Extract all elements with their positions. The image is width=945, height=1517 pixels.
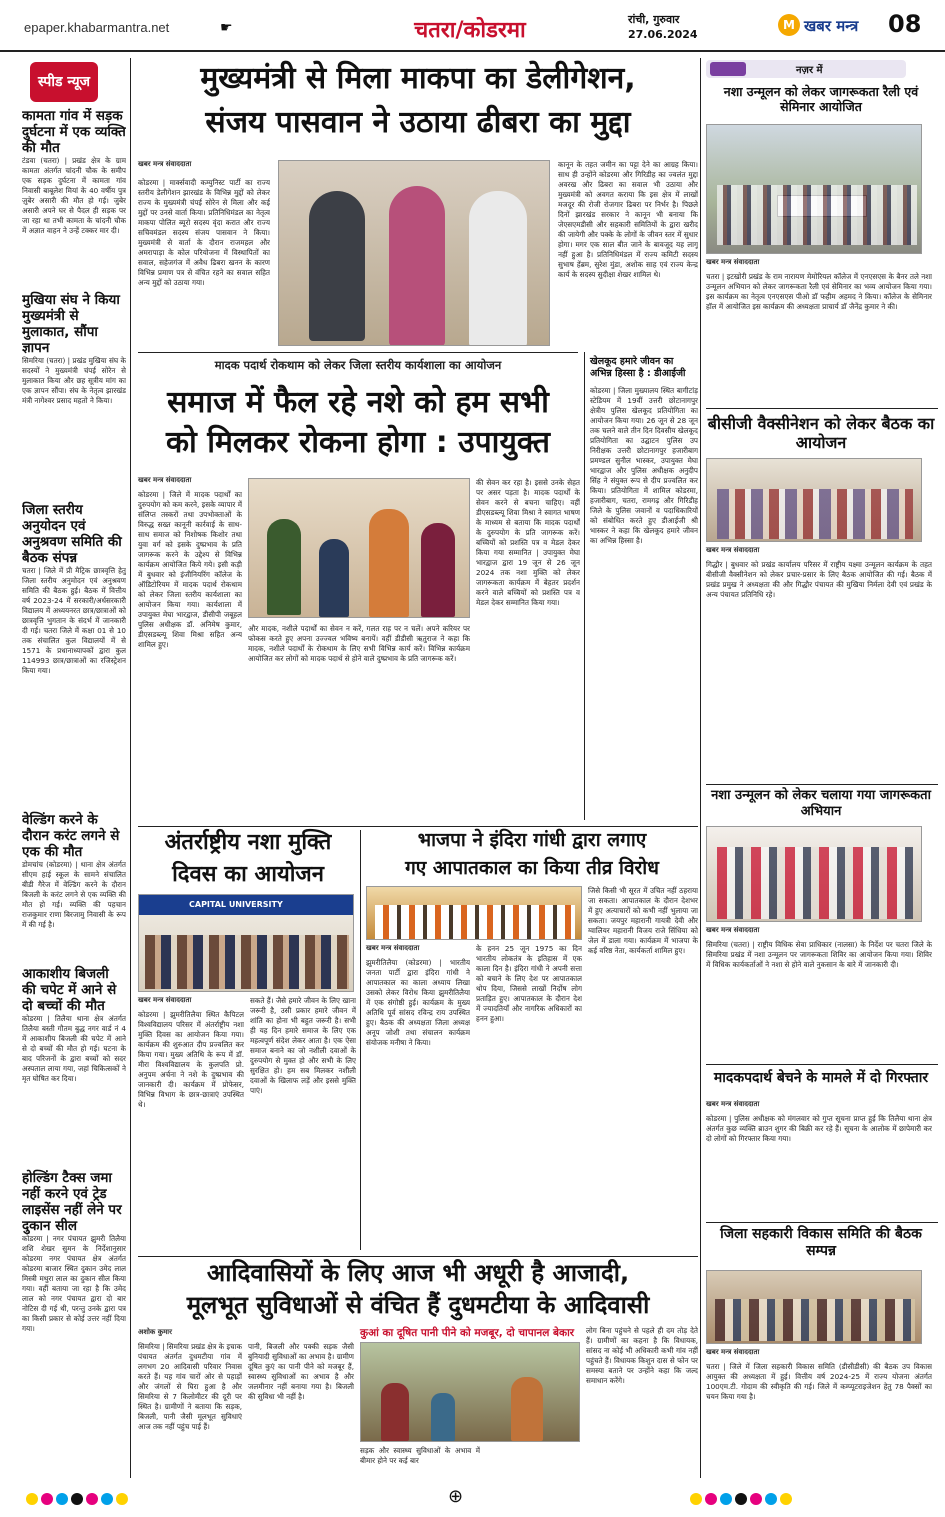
page-number: 08 bbox=[888, 10, 922, 38]
tribal-text-c: लोग बिना पहुंचने से पहले ही दम तोड़ देते हैं। ग्रामीणों का कहना है कि विधायक, सांसद ना कोई भी अधिकारी कभी गांव नहीं पहुंचते हैं। विधायक किशुन दास से फोन पर समस्या बताने पर उन्होंने कहा कि जल्द समाधान करेंगे। bbox=[586, 1326, 698, 1385]
registration-dots-left bbox=[26, 1490, 131, 1509]
workshop-headline-1: समाज में फैल रहे नशे को हम सभी bbox=[167, 385, 549, 420]
sports-text: कोडरमा | जिला मुख्यालय स्थित बागीटांड़ स्टेडियम में 19वीं उत्तरी छोटानागपुर क्षेत्रीय पुलिस खेलकूद प्रतियोगिता का आयोजन किया गया। 26 जून से 28 जून तक चलने वाले तीन दिन दिवसीय खेलकूद प्रतियोगिता का उद्घाटन पुलिस उप निरीक्षक उत्तरी छोटानागपुर हजारीबाग प्रमण्डल सुनील भास्कर, उपायुक्त मेघा भारद्वाज और पुलिस अधीक्षक अनुदीप सिंह ने संयुक्त रूप से दीप प्रज्वलित कर किया। प्रतियोगिता में शामिल कोडरमा, हजारीबाग, चतरा, रामगढ़ और गिरिडीह जिले के पुलिस जवानों व पदाधिकारियों को संबोधित करते हुए डीआईजी श्री भास्कर ने कहा कि खेलकूद हमारे जीवन का अभिन्न हिस्सा है। bbox=[590, 386, 698, 545]
lead-headline-1: मुख्यमंत्री से मिला माकपा का डेलीगेशन, bbox=[200, 61, 636, 96]
page-header bbox=[0, 0, 945, 52]
speed-news-logo: स्पीड न्यूज bbox=[30, 62, 98, 102]
left-item-text: सिमरिया (चतरा) | प्रखंड मुखिया संघ के सदस्यों ने मुख्यमंत्री चंपई सोरेन से मुलाकात किया और छह सूत्रीय मांग का एक ज्ञापन सौंपा। संघ के नेतृत्व झारखंड मंत्री नागेश्वर प्रसाद महतो ने किया। bbox=[22, 356, 126, 405]
bcg-headline: बीसीजी वैक्सीनेशन को लेकर बैठक का आयोजन bbox=[707, 414, 935, 452]
left-item-text: चतरा | जिले में प्री मैट्रिक छात्रवृत्ति हेतु जिला स्तरीय अनुमोदन एवं अनुश्रवण समिति की बैठक हुई। बैठक में वित्तीय वर्ष 2023-24 में सरकारी/अर्धसरकारी विद्यालय में अध्ययनरत छात्र/छात्राओं को छात्रवृत्ति भुगतान के संदर्भ में जानकारी दी गई। चतरा जिले में कक्षा 01 से 10 तक संचालित कुल विद्यालयों में से 1571 के प्रधानाध्यापकों द्वारा कुल 114993 छात्र/छात्राओं का रजिस्ट्रेशन किया गया। bbox=[22, 566, 126, 675]
nasha-day-byline: खबर मन्त्र संवाददाता bbox=[138, 996, 192, 1004]
city-day: रांची, गुरुवार bbox=[628, 13, 680, 26]
lead-text-a: कोडरमा | मार्क्सवादी कम्युनिस्ट पार्टी का राज्य स्तरीय डेलीगेशन झारखंड के विभिन्न मुद्दों को लेकर राज्य के मुख्यमंत्री चंपई सोरेन से मिला और कई मुद्दों पर उनसे वार्ता किया। प्रतिनिधिमंडल का नेतृत्व माकपा पोलित ब्यूरो सदस्य वृंदा करात और राज्य सचिवमंडल सदस्य संजय पासवान ने किया। मुख्यमंत्री से वार्ता के दौरान राजमहल और अमरापाड़ा के कोल परियोजना में विस्थापितों का सवाल, सहेजगंज में अवैध ढिबरा खनन के कारण विभिन्न प्रमाण पत्र से वंचित रहने का सवाल सहित अन्य मुद्दों को उठाया गया। bbox=[138, 178, 270, 287]
arrest-headline: मादकपदार्थ बेचने के मामले में दो गिरफ्तार bbox=[713, 1070, 929, 1086]
tribal-text-a: सिमरिया | सिमरिया प्रखंड क्षेत्र के इचाक पंचायत अंतर्गत दुधमटीया गांव में लगभग 20 आदिवासी परिवार निवास करते हैं। यह गांव चारों ओर से पहाड़ों और जंगलों से घिरा हुआ है और सिमरिया से 7 किलोमीटर की दूरी पर स्थित है। ग्रामीणों ने बताया कि सड़क, बिजली, पानी जैसी मूलभूत सुविधाएं आज तक नहीं पहुंच पाई हैं। bbox=[138, 1342, 242, 1431]
coop-headline: जिला सहकारी विकास समिति की बैठक सम्पन्न bbox=[720, 1226, 922, 1259]
crosshair-icon: ⊕ bbox=[448, 1486, 464, 1507]
arrest-byline: खबर मन्त्र संवाददाता bbox=[706, 1100, 760, 1108]
left-item bbox=[22, 966, 126, 1164]
left-item-headline: जिला स्तरीय अनुयोदन एवं अनुश्रवण समिति की बैठक संपन्न bbox=[22, 502, 122, 566]
emergency-headline-1: भाजपा ने इंदिरा गांधी द्वारा लगाए bbox=[417, 829, 647, 851]
workshop-byline: खबर मन्त्र संवाददाता bbox=[138, 476, 192, 484]
emergency-photo bbox=[366, 886, 582, 940]
left-item bbox=[22, 1170, 126, 1474]
tribal-kicker: कुआं का दूषित पानी पीने को मजबूर, दो चापानल बेकार bbox=[360, 1327, 575, 1339]
left-item-headline: वेल्डिंग करने के दौरान करंट लगने से एक की मौत bbox=[22, 812, 120, 860]
workshop-text-c: की सेवन कर रहा है। इससे उनके सेहत पर असर पड़ता है। मादक पदार्थों के सेवन करने से बचना चाहिए। वहीं डीएसडब्ल्यू शिवा मिश्रा ने स्वागत भाषण के माध्यम से बताया कि मादक पदार्थों के दुरुपयोग के प्रति जागरूक करें। बच्चियों को प्रशस्ति पत्र व मेडल देकर किया गया सम्मानित | उपायुक्त मेघा भारद्वाज द्वारा 19 जून से 26 जून 2024 तक नशा मुक्ति को लेकर जागरूकता कार्यक्रम में बेहतर प्रदर्शन करने वाले बच्चियों को प्रशस्ति पत्र व मेडल देकर सम्मानित किया गया। bbox=[476, 478, 580, 607]
registration-dots-right bbox=[690, 1490, 795, 1509]
workshop-text-a: कोडरमा | जिले में मादक पदार्थों का दुरुपयोग को कम करने, इसके व्यापार में संलिप्त तस्करों तथा उपभोक्ताओं के विरुद्ध सख्त कानूनी कार्रवाई के साथ-साथ समाज को निशोषक किशोर तथा युवा वर्ग को इसके दुष्प्रभाव के प्रति जागरूक करने के उद्देश्य से विभिन्न कार्यक्रम आयोजित किये गये। इसी कड़ी में बुधवार को इंजीनियरिंग कॉलेज के ऑडिटोरियम में मादक पदार्थ रोकथाम को लेकर जिला स्तरीय कार्यशाला का आयोजन किया गया। कार्यशाला में उपायुक्त मेघा भारद्वाज, डीसीपी जबूहल पुलिस अधीक्षक डॉ. अनिमेष कुमार, डीएसडब्ल्यू शिवा मिश्रा सहित अन्य शामिल हुए। bbox=[138, 490, 242, 649]
rally-photo bbox=[706, 124, 922, 254]
tribal-photo-caption: सड़क और स्वास्थ्य सुविधाओं के अभाव में बीमार होने पर कई बार bbox=[360, 1446, 480, 1465]
nasha-day-text-a: कोडरमा | झुमरीतिलैया स्थित कैपिटल विश्वविद्यालय परिसर में अंतर्राष्ट्रीय नशा मुक्ति दिवस का आयोजन किया गया। कार्यक्रम की शुरुआत दीप प्रज्वलित कर किया गया। मुख्य अतिथि के रूप में डॉ. मीरा विश्वविद्यालय के कुलपति प्रो. अनुपम अर्चना ने नशे के दुष्प्रभाव की जानकारी दी। कार्यक्रम में प्रोफेसर, विभिन्न विभाग के छात्र-छात्राएं उपस्थित थे। bbox=[138, 1010, 244, 1109]
pointer-icon: ☛ bbox=[220, 20, 233, 36]
left-item-text: कोडरमा | तिलैया थाना क्षेत्र अंतर्गत तिलैया बस्ती गौतम बुद्ध नगर वार्ड नं 4 में आकाशीय बिजली की चपेट में आने से दो बच्चों की मौत हो गई। घटना के बाद परिजनों के द्वारा बच्चों को सदर अस्पताल लाया गया, जहां चिकित्सकों ने मृत घोषित कर दिया। bbox=[22, 1014, 126, 1083]
abhiyan-photo bbox=[706, 826, 922, 922]
rally-text: चतरा | इटखोरी प्रखंड के राम नारायण मेमोरियल कॉलेज में एनएसएस के बैनर तले नशा उन्मूलन अभियान को लेकर जागरूकता रैली एवं सेमिनार का भव्य आयोजन किया गया। इस कार्यक्रम का नेतृत्व एनएसएस पीओ डॉ फहीम अहमद ने किया। कॉलेज के सेमिनार हॉल में आयोजित इस कार्यक्रम की अध्यक्षता प्राचार्य डॉ जैनेंद्र कुमार ने की। bbox=[706, 272, 932, 311]
site-url[interactable]: epaper.khabarmantra.net bbox=[24, 20, 170, 35]
banner-text: CAPITAL UNIVERSITY bbox=[139, 895, 353, 915]
sports-headline: खेलकूद हमारे जीवन का अभिन्न हिस्सा है : डीआईजी bbox=[590, 356, 686, 379]
tribal-headline-2: मूलभूत सुविधाओं से वंचित हैं दुधमटीया के आदिवासी bbox=[186, 1291, 650, 1319]
left-item-headline: कामता गांव में सड़क दुर्घटना में एक व्यक्ति की मौत bbox=[22, 108, 126, 156]
bcg-byline: खबर मन्त्र संवाददाता bbox=[706, 546, 760, 554]
left-item-text: कोडरमा | नगर पंचायत झुमरी तिलैया शशि शेखर सुमन के निर्देशानुसार कोडरमा नगर पंचायत क्षेत्र अंतर्गत कोडरमा बाजार स्थित दुकान उमेद लाल मिस्त्री मथुरा लाल का दुकान सील किया गया। वहीं बताया जा रहा है कि उमेद लाल को नगर पंचायत द्वारा दो बार नोटिस दी गई थी, परन्तु उनके द्वारा पत्र का किसी प्रकार से कोई उत्तर नहीं दिया गया। bbox=[22, 1234, 126, 1333]
nazar-label: नज़र में bbox=[796, 65, 823, 76]
abhiyan-headline: नशा उन्मूलन को लेकर चलाया गया जागरूकता अभियान bbox=[711, 788, 931, 819]
bcg-photo bbox=[706, 458, 922, 542]
nasha-day-headline-2: दिवस का आयोजन bbox=[172, 862, 324, 887]
emergency-text-a: झुमरीतिलैया (कोडरमा) | भारतीय जनता पार्टी द्वारा इंदिरा गांधी ने आपातकाल का काला अध्याय लिखा उसको लेकर विरोध किया झुमरीतिलैया में एक संगोष्ठी हुई। कार्यक्रम के मुख्य अतिथि पूर्व सांसद रविन्द्र राय उपस्थित हुए। बैठक की अध्यक्षता जिला अध्यक्ष अनूप जोशी तथा संचालन कार्यक्रम संयोजक मनीषा ने किया। bbox=[366, 958, 470, 1047]
bcg-text: गिद्धौर | बुधवार को प्रखंड कार्यालय परिसर में राष्ट्रीय यक्ष्मा उन्मूलन कार्यक्रम के तहत बीसीजी वैक्सीनेशन को लेकर प्रचार-प्रसार के लिए बैठक आयोजित की गई। बैठक में प्रखंड प्रमुख ने अध्यक्षता की और गिद्धौर पंचायत की मुखिया निर्मला देवी एवं प्रखंड के अन्य पंचायत प्रतिनिधि रहे। bbox=[706, 560, 932, 599]
left-item bbox=[22, 292, 126, 496]
lead-byline: खबर मन्त्र संवाददाता bbox=[138, 160, 192, 168]
workshop-photo bbox=[248, 478, 470, 618]
brand-logo-icon: M bbox=[778, 14, 800, 36]
workshop-headline-2: को मिलकर रोकना होगा : उपायुक्त bbox=[165, 425, 551, 460]
brand-name: खबर मन्त्र bbox=[804, 17, 859, 35]
lead-headline-2: संजय पासवान ने उठाया ढीबरा का मुद्दा bbox=[205, 105, 631, 140]
left-item bbox=[22, 812, 126, 960]
tribal-photo bbox=[360, 1342, 580, 1442]
abhiyan-byline: खबर मन्त्र संवाददाता bbox=[706, 926, 760, 934]
emergency-byline: खबर मन्त्र संवाददाता bbox=[366, 944, 420, 952]
workshop-kicker: मादक पदार्थ रोकथाम को लेकर जिला स्तरीय कार्यशाला का आयोजन bbox=[214, 358, 502, 372]
left-item-text: डोमचांच (कोडरमा) | थाना क्षेत्र अंतर्गत सीएम हाई स्कूल के सामने संचालित बीडी गैरेज में वेल्डिंग करने के दौरान बिजली के करंट लगने से एक व्यक्ति की मौत हो गई। व्यक्ति की पहचान राजकुमार राणा बिरजामु निवासी के रूप में की गई है। bbox=[22, 860, 126, 929]
left-item-headline: मुखिया संघ ने किया मुख्यमंत्री से मुलाकात, सौंपा ज्ञापन bbox=[22, 292, 120, 356]
arrest-text: कोडरमा | पुलिस अधीक्षक को मंगलवार को गुप्त सूचना प्राप्त हुई कि तिलैया थाना क्षेत्र अंतर्गत कुछ व्यक्ति ब्राउन शुगर की बिक्री कर रहे हैं। सूचना के आलोक में छापेमारी कर दो लोगों को गिरफ्तार किया गया। bbox=[706, 1114, 932, 1143]
left-item bbox=[22, 108, 126, 286]
coop-photo bbox=[706, 1270, 922, 1344]
nasha-day-text-b: सकते हैं। जैसे हमारे जीवन के लिए खाना जरूरी है, उसी प्रकार हमारे जीवन में शांति का होना भी बहुत जरूरी है। सभी ही यह दिन हमारे समाज के लिए एक महत्वपूर्ण संदेश लेकर आता है। एक ऐसा समाज बनाने का जो नशीली दवाओं के दुरुपयोग से मुक्त हो और सभी के लिए सुरक्षित हो। हम सब मिलकर नशीली दवाओं के खिलाफ लड़ें और इससे मुक्ति पाएं। bbox=[250, 996, 356, 1095]
coop-text: चतरा | जिले में जिला सहकारी विकास समिति (डीसीडीसी) की बैठक उप विकास आयुक्त की अध्यक्षता में हुई। वित्तीय वर्ष 2024-25 में राज्य योजना अंतर्गत 100एम.टी. गोदाम की स्वीकृति की गई। जिले में कम्प्यूटराइजेशन हेतु 78 पैक्सों का चयन किया गया है। bbox=[706, 1362, 932, 1401]
left-item-text: टंडवा (चतरा) | प्रखंड क्षेत्र के ग्राम कामता अंतर्गत चांदनी चौक के समीप एक सड़क दुर्घटना में कामता गांव निवासी बाबूलेश मियां के 40 वर्षीय पुत्र ज़ुबेर असारी की मौत हो गई। जुबेर असारी अपने घर से पैदल ही सड़क पर जा रहा था तभी कामता के चांदनी चौक में अज्ञात वाहन ने उन्हें टक्कर मार दी। bbox=[22, 156, 126, 235]
workshop-text-b: और मादक, नशीले पदार्थों का सेवन न करें, गलत राह पर न चलें। अपने करियर पर फोकस करते हुए अपना उज्ज्वल भविष्य बनायें। वहीं डीडीसी ऋतुराज ने कहा कि मादक, नशीले पदार्थों के रोकथाम के लिए सभी विभिन्न कार्य करें। विभिन्न कार्यक्रम आयोजित कर लोगों को मादक पदार्थ से होने वाले दुष्प्रभाव के प्रति जागरूक करें। bbox=[248, 624, 470, 663]
nasha-day-headline-1: अंतर्राष्ट्रीय नशा मुक्ति bbox=[164, 830, 332, 855]
tribal-headline-1: आदिवासियों के लिए आज भी अधूरी है आजादी, bbox=[206, 1259, 630, 1287]
emergency-headline-2: गए आपातकाल का किया तीव्र विरोध bbox=[405, 857, 659, 879]
section-title: चतरा/कोडरमा bbox=[414, 18, 526, 43]
tribal-text-b: पानी, बिजली और पक्की सड़क जैसी बुनियादी सुविधाओं का अभाव है। ग्रामीण दूषित कुएं का पानी पीने को मजबूर हैं, स्वास्थ्य सुविधाओं का अभाव है और जलमीनार नहीं बनाया गया है। बिजली की सुविधा भी नहीं है। bbox=[248, 1342, 354, 1401]
left-item bbox=[22, 502, 126, 806]
lead-text-b: कानून के तहत जमीन का पट्टा देने का आग्रह किया। साथ ही उन्होंने कोडरमा और गिरिडीह का ज्वलंत मुद्दा अवरख और ढिबरा का सवाल भी उठाया और मुख्यमंत्री को अवगत कराया कि इस क्षेत्र में लाखों मजदूर की रोजी रोजगार ढिबरा पर निर्भर है। पिछले दिनों झारखंड सरकार ने कानून भी बनाया कि जेएसएमडीसी और सहकारी समितियों के द्वारा खरीद की जायेगी और पक्के के लोगों के जीवन स्तर में सुधार होगा। मगर एक साल बीत जाने के बावजूद यह लागू नहीं हुआ है। प्रतिनिधिमंडल में राज्य कमिटी सदस्य सुभाष हेंब्रम, सुरेश मुंडा, अशोक साह एवं राज्य केन्द्र कार्य के सदस्य सुदीक्षा शेखर शामिल थे। bbox=[558, 160, 698, 279]
emergency-text-c: जिसे किसी भी सूरत में उचित नहीं ठहराया जा सकता। आपातकाल के दौरान देशभर में हुए अत्याचारों को कभी नहीं भुलाया जा सकता। जयपुर महारानी गायत्री देवी और ग्वालियर महारानी विजय राजे सिंधिया को जेल में डाला गया। कार्यक्रम में भाजपा के कई वरिष्ठ नेता, कार्यकर्ता शामिल हुए। bbox=[588, 886, 698, 955]
left-item-headline: होल्डिंग टैक्स जमा नहीं करने एवं ट्रेड लाइसेंस नहीं लेने पर दुकान सील bbox=[22, 1170, 122, 1234]
left-column bbox=[22, 108, 126, 1478]
rally-headline: नशा उन्मूलन को लेकर जागरूकता रैली एवं सेमिनार आयोजित bbox=[723, 84, 919, 114]
nazar-banner bbox=[706, 60, 906, 78]
tribal-byline: अशोक कुमार bbox=[138, 1328, 172, 1336]
abhiyan-text: सिमरिया (चतरा) | राष्ट्रीय विधिक सेवा प्राधिकार (नालसा) के निर्देश पर चतरा जिले के सिमरिया प्रखंड में नशा उन्मूलन पर जागरूकता शिविर का आयोजन किया गया। शिविर में विधिक कार्यकर्ताओं ने नशा से होने वाले नुकसान के बारे में जानकारी दी। bbox=[706, 940, 932, 969]
coop-byline: खबर मन्त्र संवाददाता bbox=[706, 1348, 760, 1356]
rally-byline: खबर मन्त्र संवाददाता bbox=[706, 258, 760, 266]
date: 27.06.2024 bbox=[628, 28, 698, 41]
left-item-headline: आकाशीय बिजली की चपेट में आने से दो बच्चों की मौत bbox=[22, 966, 117, 1014]
emergency-text-b: के हनन 25 जून 1975 का दिन भारतीय लोकतंत्र के इतिहास में एक काला दिन है। इंदिरा गांधी ने अपनी सत्ता को बचाने के लिए देश पर आपातकाल थोप दिया, जिससे लाखों निर्दोष लोग प्रताड़ित हुए। आपातकाल के दौरान देश में ज्यादतियाँ और नागरिक अधिकारों का हनन हुआ। bbox=[476, 944, 582, 1023]
lead-photo bbox=[278, 160, 550, 346]
nasha-day-photo bbox=[138, 894, 354, 992]
